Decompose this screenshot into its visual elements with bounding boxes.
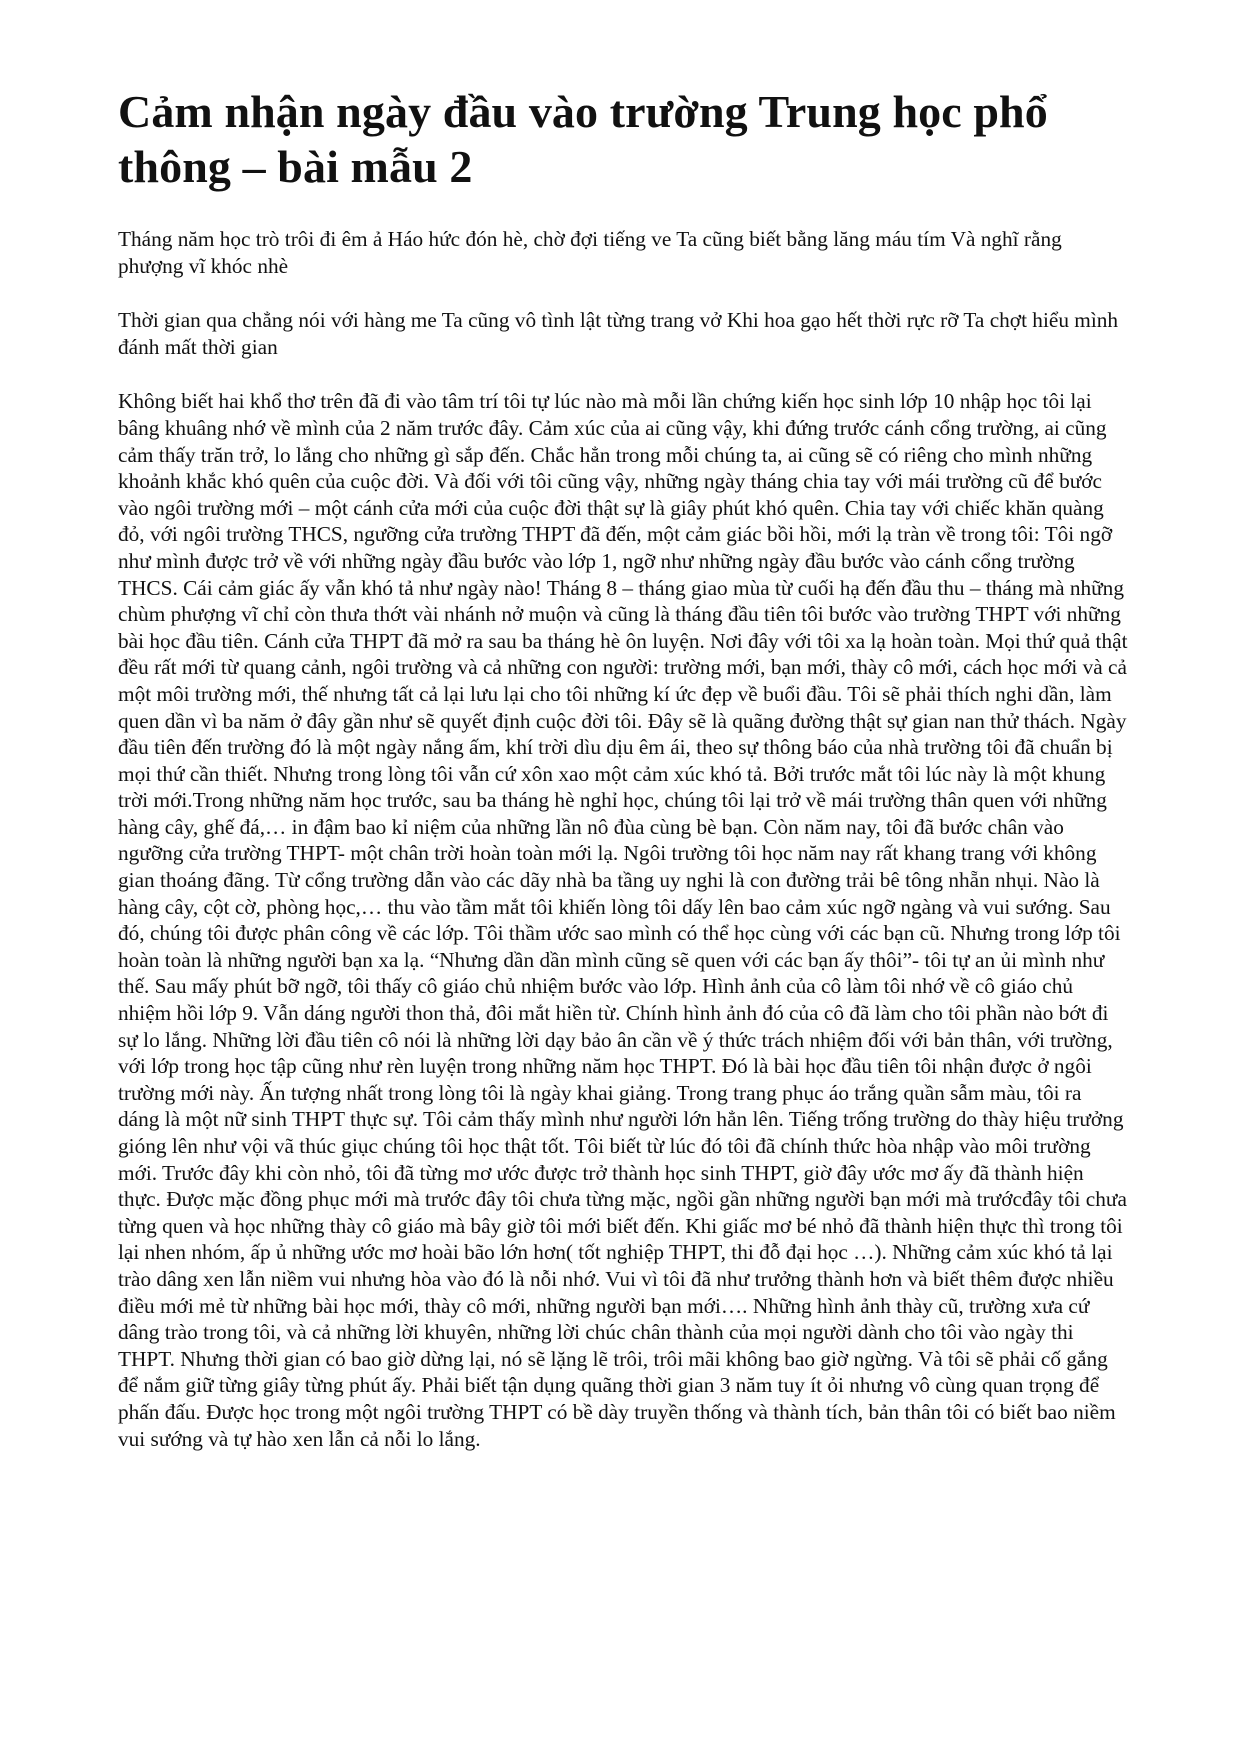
poem-stanza-2: Thời gian qua chẳng nói với hàng me Ta cũng vô tình lật từng trang vở Khi hoa gạo hết thời rực rỡ Ta chợt hiểu mình đánh mất thời gian	[118, 308, 1119, 359]
document-page	[118, 84, 1128, 1480]
essay-body-paragraph: Không biết hai khổ thơ trên đã đi vào tâm trí tôi tự lúc nào mà mỗi lần chứng kiến học sinh lớp 10 nhập học tôi lại bâng khuâng nhớ về mình của 2 năm trước đây. Cảm xúc của ai cũng vậy, khi đứng trước cánh cổng trường, ai cũng cảm thấy trăn trở, lo lắng cho những gì sắp đến. Chắc hẳn trong mỗi chúng ta, ai cũng sẽ có riêng cho mình những khoảnh khắc khó quên của cuộc đời. Và đối với tôi cũng vậy, những ngày tháng chia tay với mái trường cũ để bước vào ngôi trường mới – một cánh cửa mới của cuộc đời thật sự là giây phút khó quên. Chia tay với chiếc khăn quàng đỏ, với ngôi trường THCS, ngưỡng cửa trường THPT đã đến, một cảm giác bồi hồi, mới lạ tràn về trong tôi: Tôi ngỡ như mình được trở về với những ngày đầu bước vào lớp 1, ngỡ như những ngày đầu bước vào cánh cổng trường THCS. Cái cảm giác ấy vẫn khó tả như ngày nào! Tháng 8 – tháng giao mùa từ cuối hạ đến đầu thu – tháng mà những chùm phượng vĩ chỉ còn thưa thớt vài nhánh nở muộn và cũng là tháng đầu tiên tôi bước vào trường THPT với những bài học đầu tiên. Cánh cửa THPT đã mở ra sau ba tháng hè ôn luyện. Nơi đây với tôi xa lạ hoàn toàn. Mọi thứ quả thật đều rất mới từ quang cảnh, ngôi trường và cả những con người: trường mới, bạn mới, thày cô mới, cách học mới và cả một môi trường mới, thế nhưng tất cả lại lưu lại cho tôi những kí ức đẹp về buổi đầu. Tôi sẽ phải thích nghi dần, làm quen dần vì ba năm ở đây gần như sẽ quyết định cuộc đời tôi. Đây sẽ là quãng đường thật sự gian nan thử thách. Ngày đầu tiên đến trường đó là một ngày nắng ấm, khí trời dìu dịu êm ái, theo sự thông báo của nhà trường tôi đã chuẩn bị mọi thứ cần thiết. Nhưng trong lòng tôi vẫn cứ xôn xao một cảm xúc khó tả. Bởi trước mắt tôi lúc này là một khung trời mới.Trong những năm học trước, sau ba tháng hè nghỉ học, chúng tôi lại trở về mái trường thân quen với những hàng cây, ghế đá,… in đậm bao kỉ niệm của những lần nô đùa cùng bè bạn. Còn năm nay, tôi đã bước chân vào ngưỡng cửa trường THPT- một chân trời hoàn toàn mới lạ. Ngôi trường tôi học năm nay rất khang trang với không gian thoáng đãng. Từ cổng trường dẫn vào các dãy nhà ba tầng uy nghi là con đường trải bê tông nhẵn nhụi. Nào là hàng cây, cột cờ, phòng học,… thu vào tầm mắt tôi khiến lòng tôi dấy lên bao cảm xúc ngỡ ngàng và vui sướng. Sau đó, chúng tôi được phân công về các lớp. Tôi thầm ước sao mình có thể học cùng với các bạn cũ. Nhưng trong lớp tôi hoàn toàn là những người bạn xa lạ. “Nhưng dần dần mình cũng sẽ quen với các bạn ấy thôi”- tôi tự an ủi mình như thế. Sau mấy phút bỡ ngỡ, tôi thấy cô giáo chủ nhiệm bước vào lớp. Hình ảnh của cô làm tôi nhớ về cô giáo chủ nhiệm hồi lớp 9. Vẫn dáng người thon thả, đôi mắt hiền từ. Chính hình ảnh đó của cô đã làm cho tôi phần nào bớt đi sự lo lắng. Những lời đầu tiên cô nói là những lời dạy bảo ân cần về ý thức trách nhiệm đối với bản thân, với trường, với lớp trong học tập cũng như rèn luyện trong những năm học THPT. Đó là bài học đầu tiên tôi nhận được ở ngôi trường mới này. Ấn tượng nhất trong lòng tôi là ngày khai giảng. Trong trang phục áo trắng quần sẫm màu, tôi ra dáng là một nữ sinh THPT thực sự. Tôi cảm thấy mình như người lớn hẳn lên. Tiếng trống trường do thày hiệu trưởng gióng lên như vội vã thúc giục chúng tôi học thật tốt. Tôi biết từ lúc đó tôi đã chính thức hòa nhập vào môi trường mới. Trước đây khi còn nhỏ, tôi đã từng mơ ước được trở thành học sinh THPT, giờ đây ước mơ ấy đã thành hiện thực. Được mặc đồng phục mới mà trước đây tôi chưa từng mặc, ngồi gần những người bạn mới mà trướcđây tôi chưa từng quen và học những thày cô giáo mà bây giờ tôi mới biết đến. Khi giấc mơ bé nhỏ đã thành hiện thực thì trong tôi lại nhen nhóm, ấp ủ những ước mơ hoài bão lớn hơn( tốt nghiệp THPT, thi đỗ đại học …). Những cảm xúc khó tả lại trào dâng xen lẫn niềm vui nhưng hòa vào đó là nỗi nhớ. Vui vì tôi đã như trưởng thành hơn và biết thêm được nhiều điều mới mẻ từ những bài học mới, thày cô mới, những người bạn mới…. Những hình ảnh thày cũ, trường xưa cứ dâng trào trong tôi, và cả những lời khuyên, những lời chúc chân thành của mọi người dành cho tôi vào ngày thi THPT. Nhưng thời gian có bao giờ dừng lại, nó sẽ lặng lẽ trôi, trôi mãi không bao giờ ngừng. Và tôi sẽ phải cố gắng để nắm giữ từng giây từng phút ấy. Phải biết tận dụng quãng thời gian 3 năm tuy ít ỏi nhưng vô cùng quan trọng để phấn đấu. Được học trong một ngôi trường THPT có bề dày truyền thống và thành tích, bản thân tôi có biết bao niềm vui sướng và tự hào xen lẫn cả nỗi lo lắng.	[118, 389, 1128, 1451]
poem-stanza-1: Tháng năm học trò trôi đi êm ả Háo hức đón hè, chờ đợi tiếng ve Ta cũng biết bằng lăng máu tím Và nghĩ rằng phượng vĩ khóc nhè	[118, 227, 1062, 278]
document-title: Cảm nhận ngày đầu vào trường Trung học phổ thông – bài mẫu 2	[118, 86, 1048, 192]
